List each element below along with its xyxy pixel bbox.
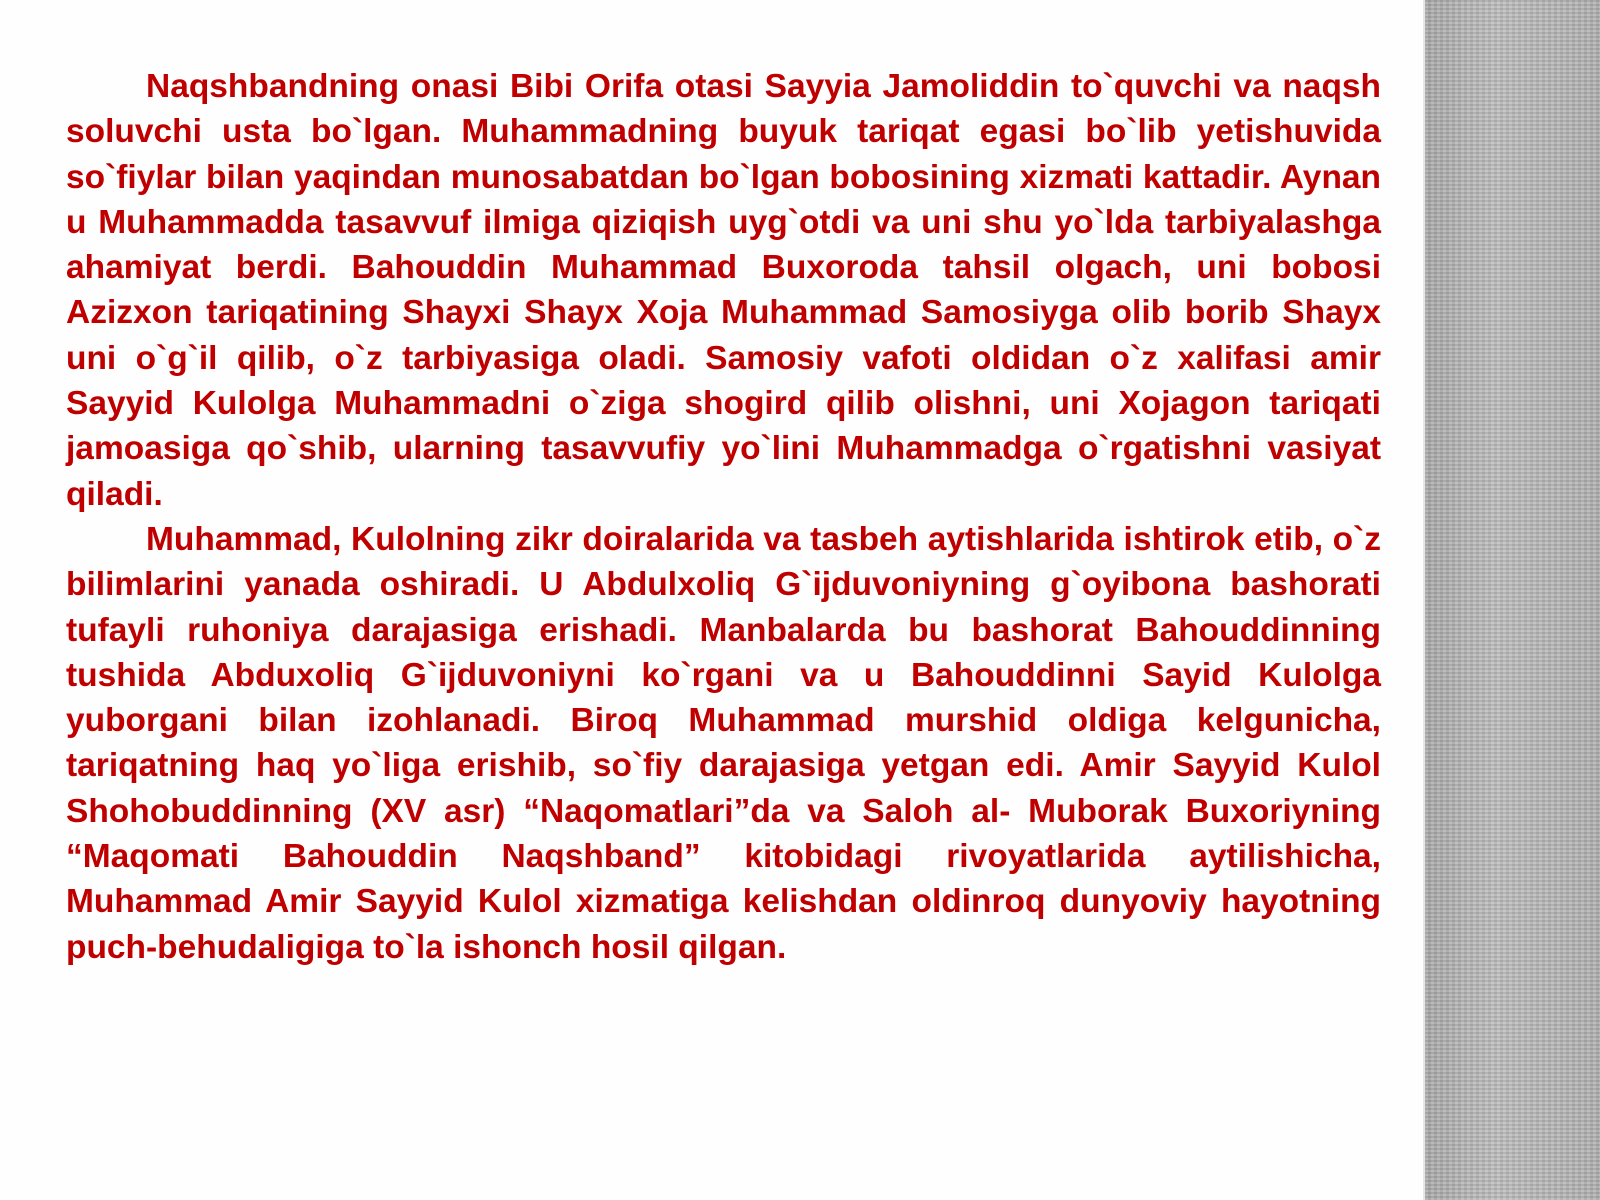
decorative-side-panel	[1425, 0, 1600, 1200]
paragraph-1: Naqshbandning onasi Bibi Orifa otasi Sayyia Jamoliddin to`quvchi va naqsh soluvchi usta bo`lgan. Muhammadning buyuk tariqat egasi bo`lib yetishuvida so`fiylar bilan yaqindan munosabatdan bo`lgan bobosining xizmati kattadir. Aynan u Muhammadda tasavvuf ilmiga qiziqish uyg`otdi va uni shu yo`lda tarbiyalashga ahamiyat berdi. Bahouddin Muhammad Buxoroda tahsil olgach, uni bobosi Azizxon tariqatining Shayxi Shayx Xoja Muhammad Samosiyga olib borib Shayx uni o`g`il qilib, o`z tarbiyasiga oladi. Samosiy vafoti oldidan o`z xalifasi amir Sayyid Kulolga Muhammadni o`ziga shogird qilib olishni, uni Xojagon tariqati jamoasiga qo`shib, ularning tasavvufiy yo`lini Muhammadga o`rgatishni vasiyat qiladi.	[66, 68, 1381, 513]
paragraph-2: Muhammad, Kulolning zikr doiralarida va tasbeh aytishlarida ishtirok etib, o`z bilimlarini yanada oshiradi. U Abdulxoliq G`ijduvoniyning g`oyibona bashorati tufayli ruhoniya darajasiga erishadi. Manbalarda bu bashorat Bahouddinning tushida Abduxoliq G`ijduvoniyni ko`rgani va u Bahouddinni Sayid Kulolga yuborgani bilan izohlanadi. Biroq Muhammad murshid oldiga kelgunicha, tariqatning haq yo`liga erishib, so`fiy darajasiga yetgan edi. Amir Sayyid Kulol Shohobuddinning (XV asr) “Naqomatlari”da va Saloh al- Muborak Buxoriyning “Maqomati Bahouddin Naqshband” kitobidagi rivoyatlarida aytilishicha, Muhammad Amir Sayyid Kulol xizmatiga kelishdan oldinroq dunyoviy hayotning puch-behudaligiga to`la ishonch hosil qilgan.	[66, 520, 1381, 966]
slide-body-text	[66, 64, 1381, 970]
